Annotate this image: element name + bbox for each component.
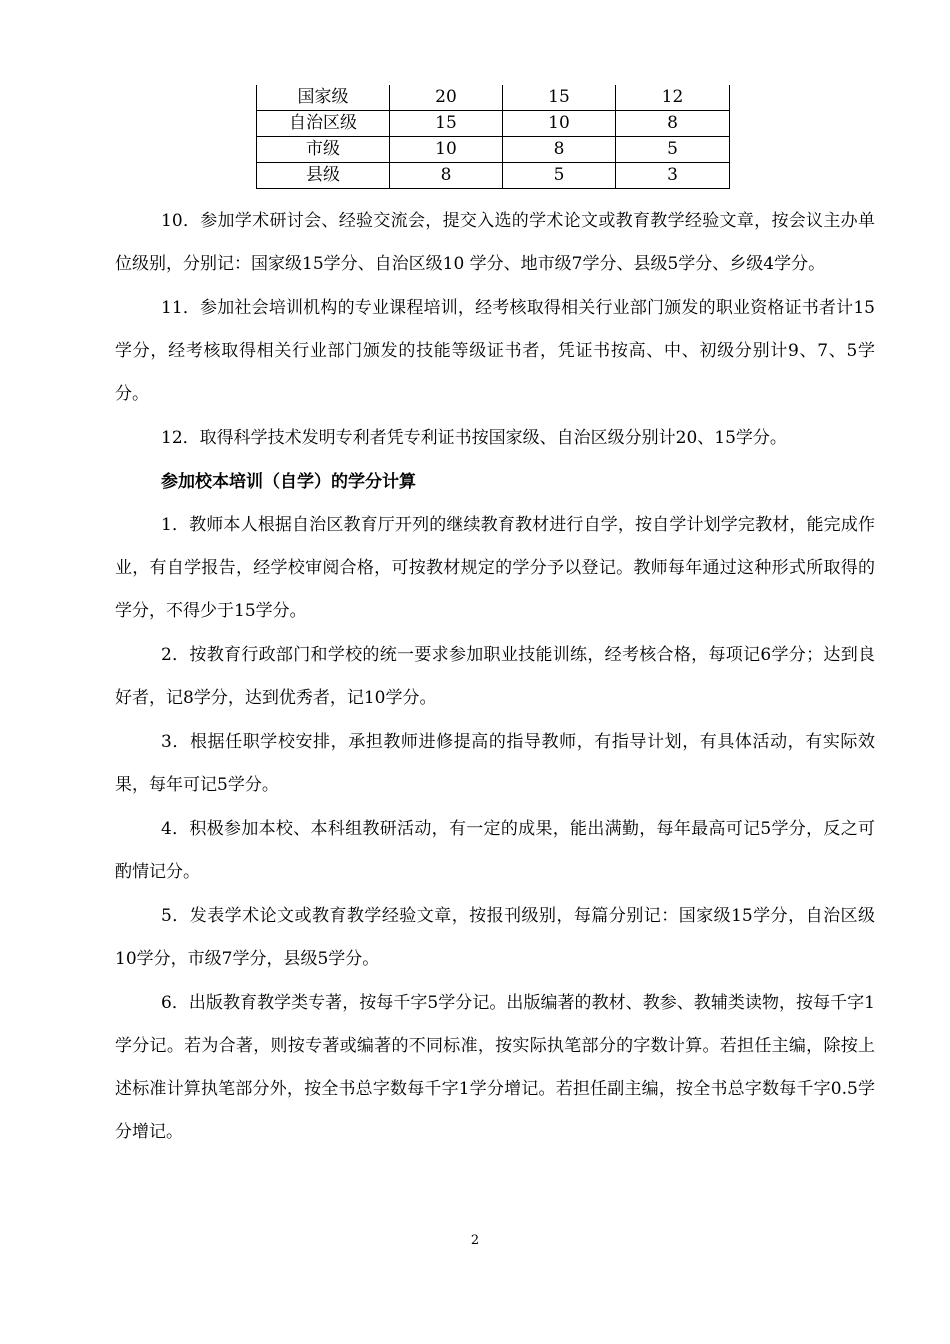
table-cell-level: 县级 bbox=[257, 163, 390, 189]
credits-table bbox=[256, 85, 730, 189]
table-cell-level: 市级 bbox=[257, 137, 390, 163]
paragraph-item-10: 10．参加学术研讨会、经验交流会，提交入选的学术论文或教育教学经验文章，按会议主办单位级别，分别记：国家级15学分、自治区级10 学分、地市级7学分、县级5学分、乡级4学分。 bbox=[115, 211, 875, 274]
section-heading: 参加校本培训（自学）的学分计算 bbox=[161, 472, 416, 492]
table-cell: 15 bbox=[503, 85, 616, 111]
section-item-5: 5．发表学术论文或教育教学经验文章，按报刊级别，每篇分别记：国家级15学分，自治区级10学分，市级7学分，县级5学分。 bbox=[115, 906, 875, 969]
table-cell: 8 bbox=[503, 137, 616, 163]
table-cell: 10 bbox=[503, 111, 616, 137]
table-cell: 12 bbox=[616, 85, 730, 111]
paragraph-item-12: 12．取得科学技术发明专利者凭专利证书按国家级、自治区级分别计20、15学分。 bbox=[161, 428, 787, 448]
section-item-1: 1．教师本人根据自治区教育厅开列的继续教育教材进行自学，按自学计划学完教材，能完成作业，有自学报告，经学校审阅合格，可按教材规定的学分予以登记。教师每年通过这种形式所取得的学分，不得少于15学分。 bbox=[115, 515, 875, 621]
table-row bbox=[257, 111, 730, 137]
page-number: 2 bbox=[470, 1233, 480, 1248]
table-cell: 5 bbox=[503, 163, 616, 189]
section-item-2: 2．按教育行政部门和学校的统一要求参加职业技能训练，经考核合格，每项记6学分；达到良好者，记8学分，达到优秀者，记10学分。 bbox=[115, 645, 875, 708]
paragraph-item-11: 11．参加社会培训机构的专业课程培训，经考核取得相关行业部门颁发的职业资格证书者计15学分，经考核取得相关行业部门颁发的技能等级证书者，凭证书按高、中、初级分别计9、7、5学分。 bbox=[115, 298, 875, 404]
body-text bbox=[115, 200, 875, 1155]
table-cell: 10 bbox=[390, 137, 503, 163]
section-item-4: 4．积极参加本校、本科组教研活动，有一定的成果，能出满勤，每年最高可记5学分，反之可酌情记分。 bbox=[115, 819, 875, 882]
table-cell-level: 自治区级 bbox=[257, 111, 390, 137]
section-item-6: 6．出版教育教学类专著，按每千字5学分记。出版编著的教材、教参、教辅类读物，按每千字1学分记。若为合著，则按专著或编著的不同标准，按实际执笔部分的字数计算。若担任主编，除按上述标准计算执笔部分外，按全书总字数每千字1学分增记。若担任副主编，按全书总字数每千字0.5学分增记。 bbox=[115, 993, 875, 1142]
table-cell: 8 bbox=[390, 163, 503, 189]
table-row bbox=[257, 163, 730, 189]
table-row bbox=[257, 137, 730, 163]
table-cell: 8 bbox=[616, 111, 730, 137]
table-row bbox=[257, 85, 730, 111]
table-cell: 15 bbox=[390, 111, 503, 137]
table-cell: 5 bbox=[616, 137, 730, 163]
section-item-3: 3．根据任职学校安排，承担教师进修提高的指导教师，有指导计划，有具体活动，有实际效果，每年可记5学分。 bbox=[115, 732, 875, 795]
table-cell: 20 bbox=[390, 85, 503, 111]
table-cell: 3 bbox=[616, 163, 730, 189]
table-cell-level: 国家级 bbox=[257, 85, 390, 111]
